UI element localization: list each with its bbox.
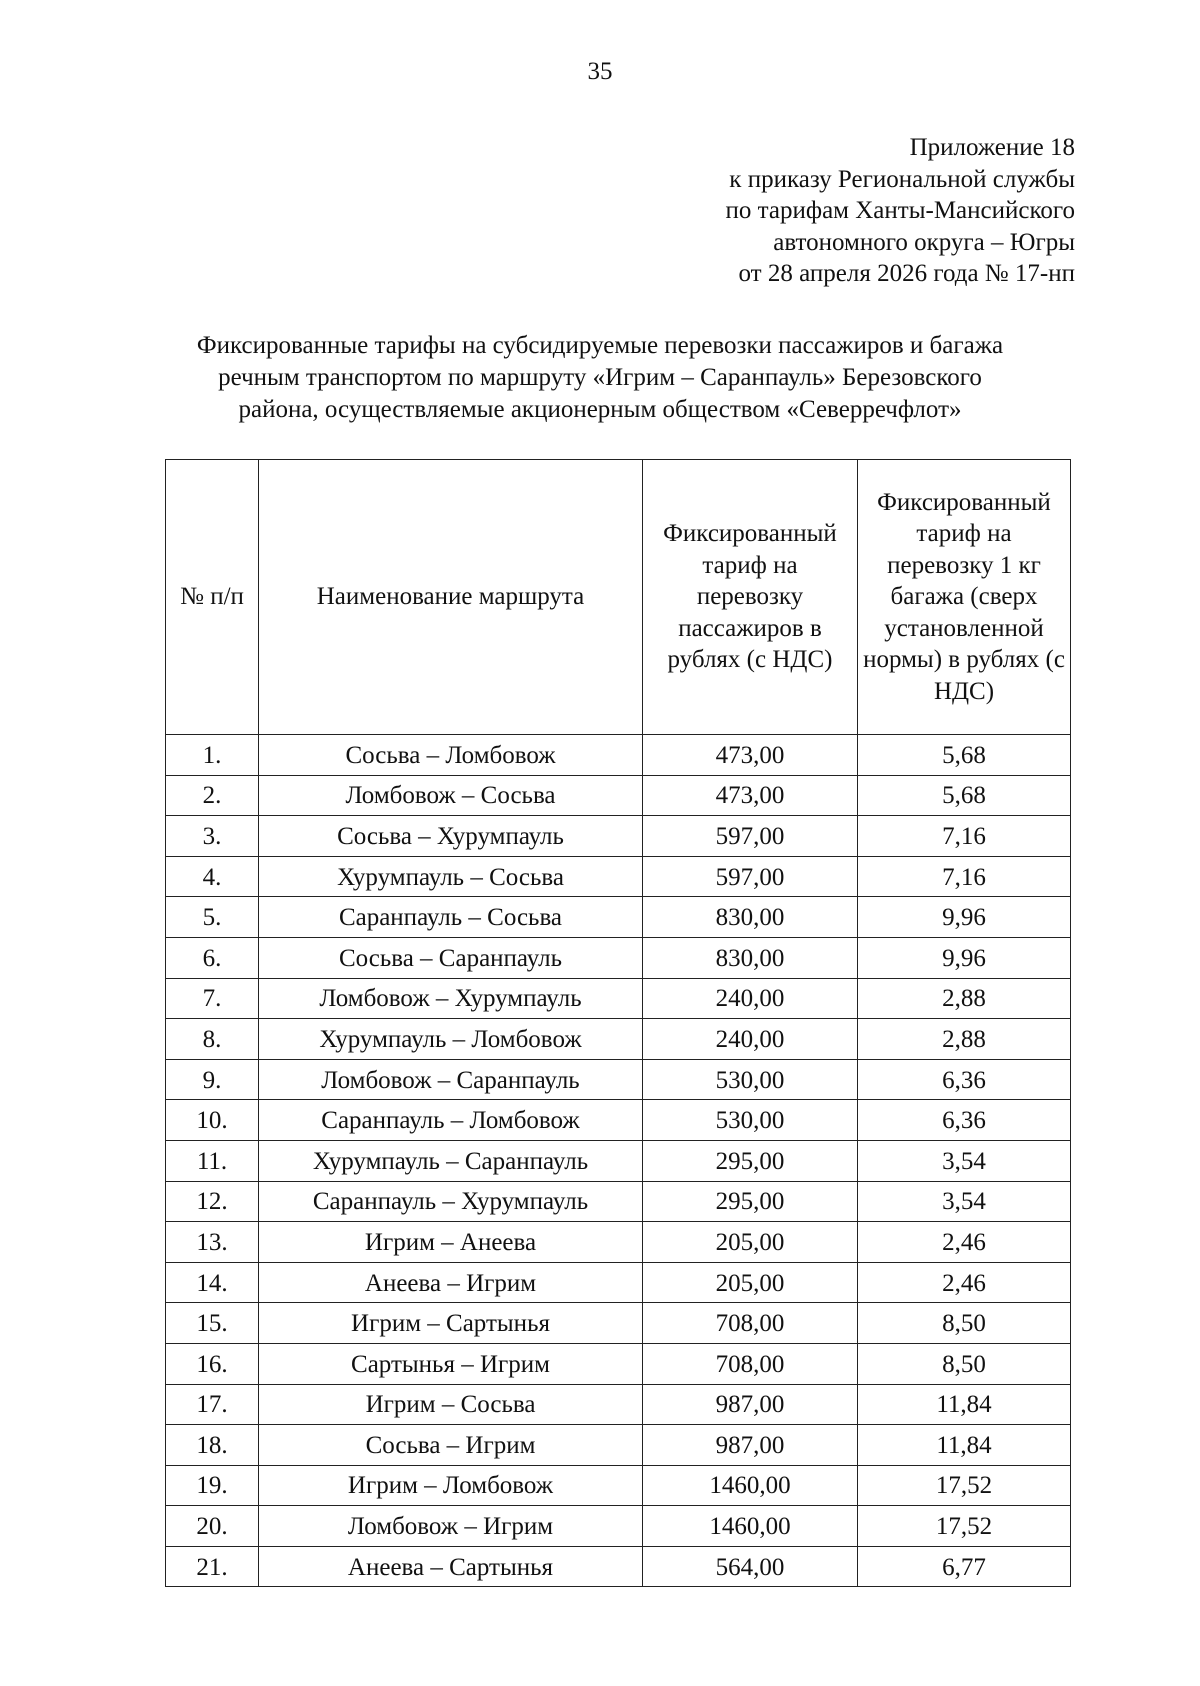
row-number: 18. [166,1425,259,1466]
passenger-tariff: 1460,00 [643,1465,858,1506]
route-name: Ломбовож – Сосьва [259,775,643,816]
table-row [166,1140,1071,1181]
table-row [166,897,1071,938]
passenger-tariff: 473,00 [643,735,858,776]
route-name: Хурумпауль – Саранпауль [259,1140,643,1181]
route-name: Игрим – Сосьва [259,1384,643,1425]
baggage-tariff: 2,46 [858,1222,1071,1263]
appendix-line: Приложение 18 [909,134,1075,161]
baggage-tariff: 7,16 [858,856,1071,897]
passenger-tariff: 240,00 [643,978,858,1019]
baggage-tariff: 9,96 [858,937,1071,978]
table-body [166,735,1071,1587]
appendix-line: от 28 апреля 2026 года № 17-нп [738,260,1075,287]
header-baggage-tariff: Фиксированный тариф на перевозку 1 кг багажа (сверх установленной нормы) в рублях (с НДС) [858,460,1071,735]
table-row [166,1425,1071,1466]
passenger-tariff: 1460,00 [643,1506,858,1547]
passenger-tariff: 597,00 [643,856,858,897]
row-number: 12. [166,1181,259,1222]
passenger-tariff: 205,00 [643,1262,858,1303]
row-number: 15. [166,1303,259,1344]
passenger-tariff: 564,00 [643,1546,858,1587]
appendix-line: к приказу Региональной службы [729,165,1075,193]
row-number: 21. [166,1546,259,1587]
appendix-block [726,132,1075,290]
table-row [166,1546,1071,1587]
passenger-tariff: 708,00 [643,1343,858,1384]
route-name: Саранпауль – Хурумпауль [259,1181,643,1222]
passenger-tariff: 530,00 [643,1059,858,1100]
table-row [166,1100,1071,1141]
route-name: Ломбовож – Хурумпауль [259,978,643,1019]
baggage-tariff: 6,77 [858,1546,1071,1587]
baggage-tariff: 3,54 [858,1140,1071,1181]
table-row [166,1019,1071,1060]
row-number: 8. [166,1019,259,1060]
baggage-tariff: 11,84 [858,1384,1071,1425]
table-row [166,856,1071,897]
baggage-tariff: 6,36 [858,1059,1071,1100]
passenger-tariff: 295,00 [643,1140,858,1181]
row-number: 20. [166,1506,259,1547]
row-number: 6. [166,937,259,978]
route-name: Хурумпауль – Ломбовож [259,1019,643,1060]
baggage-tariff: 11,84 [858,1425,1071,1466]
table-row [166,937,1071,978]
baggage-tariff: 8,50 [858,1343,1071,1384]
page-number: 35 [587,58,613,85]
table-row [166,1343,1071,1384]
baggage-tariff: 17,52 [858,1506,1071,1547]
passenger-tariff: 295,00 [643,1181,858,1222]
table-row [166,735,1071,776]
route-name: Сосьва – Ломбовож [259,735,643,776]
passenger-tariff: 205,00 [643,1222,858,1263]
table-row [166,1181,1071,1222]
baggage-tariff: 6,36 [858,1100,1071,1141]
row-number: 7. [166,978,259,1019]
baggage-tariff: 2,46 [858,1262,1071,1303]
route-name: Ломбовож – Саранпауль [259,1059,643,1100]
row-number: 2. [166,775,259,816]
baggage-tariff: 3,54 [858,1181,1071,1222]
title-line: Фиксированные тарифы на субсидируемые перевозки пассажиров и багажа [196,332,1004,359]
passenger-tariff: 240,00 [643,1019,858,1060]
row-number: 13. [166,1222,259,1263]
route-name: Сосьва – Игрим [259,1425,643,1466]
route-name: Игрим – Сартынья [259,1303,643,1344]
table-row [166,978,1071,1019]
baggage-tariff: 2,88 [858,1019,1071,1060]
title-line: речным транспортом по маршруту «Игрим – Саранпауль» Березовского [218,364,982,391]
row-number: 3. [166,816,259,857]
row-number: 5. [166,897,259,938]
table-row [166,1506,1071,1547]
route-name: Хурумпауль – Сосьва [259,856,643,897]
passenger-tariff: 830,00 [643,937,858,978]
table-row [166,1465,1071,1506]
table-row [166,1059,1071,1100]
appendix-line: автономного округа – Югры [773,228,1075,256]
row-number: 17. [166,1384,259,1425]
table-row [166,1384,1071,1425]
route-name: Саранпауль – Сосьва [259,897,643,938]
passenger-tariff: 708,00 [643,1303,858,1344]
baggage-tariff: 5,68 [858,735,1071,776]
route-name: Ломбовож – Игрим [259,1506,643,1547]
route-name: Сартынья – Игрим [259,1343,643,1384]
route-name: Анеева – Игрим [259,1262,643,1303]
header-passenger-tariff: Фиксированный тариф на перевозку пассажиров в рублях (с НДС) [643,460,858,735]
document-title [120,330,1080,426]
passenger-tariff: 473,00 [643,775,858,816]
route-name: Саранпауль – Ломбовож [259,1100,643,1141]
row-number: 1. [166,735,259,776]
header-number: № п/п [166,460,259,735]
passenger-tariff: 987,00 [643,1425,858,1466]
route-name: Сосьва – Саранпауль [259,937,643,978]
baggage-tariff: 7,16 [858,816,1071,857]
baggage-tariff: 9,96 [858,897,1071,938]
row-number: 16. [166,1343,259,1384]
row-number: 10. [166,1100,259,1141]
table-header-row [166,460,1071,735]
route-name: Игрим – Ломбовож [259,1465,643,1506]
title-line: района, осуществляемые акционерным обществом «Северречфлот» [238,396,962,423]
header-route-name: Наименование маршрута [259,460,643,735]
appendix-line: по тарифам Ханты-Мансийского [725,197,1075,224]
route-name: Сосьва – Хурумпауль [259,816,643,857]
row-number: 11. [166,1140,259,1181]
baggage-tariff: 8,50 [858,1303,1071,1344]
passenger-tariff: 830,00 [643,897,858,938]
baggage-tariff: 17,52 [858,1465,1071,1506]
passenger-tariff: 597,00 [643,816,858,857]
table-row [166,1303,1071,1344]
row-number: 14. [166,1262,259,1303]
row-number: 9. [166,1059,259,1100]
route-name: Анеева – Сартынья [259,1546,643,1587]
table-row [166,775,1071,816]
baggage-tariff: 5,68 [858,775,1071,816]
route-name: Игрим – Анеева [259,1222,643,1263]
table-row [166,1222,1071,1263]
baggage-tariff: 2,88 [858,978,1071,1019]
row-number: 19. [166,1465,259,1506]
table-row [166,816,1071,857]
passenger-tariff: 987,00 [643,1384,858,1425]
table-row [166,1262,1071,1303]
row-number: 4. [166,856,259,897]
passenger-tariff: 530,00 [643,1100,858,1141]
tariff-table [165,459,1071,1587]
